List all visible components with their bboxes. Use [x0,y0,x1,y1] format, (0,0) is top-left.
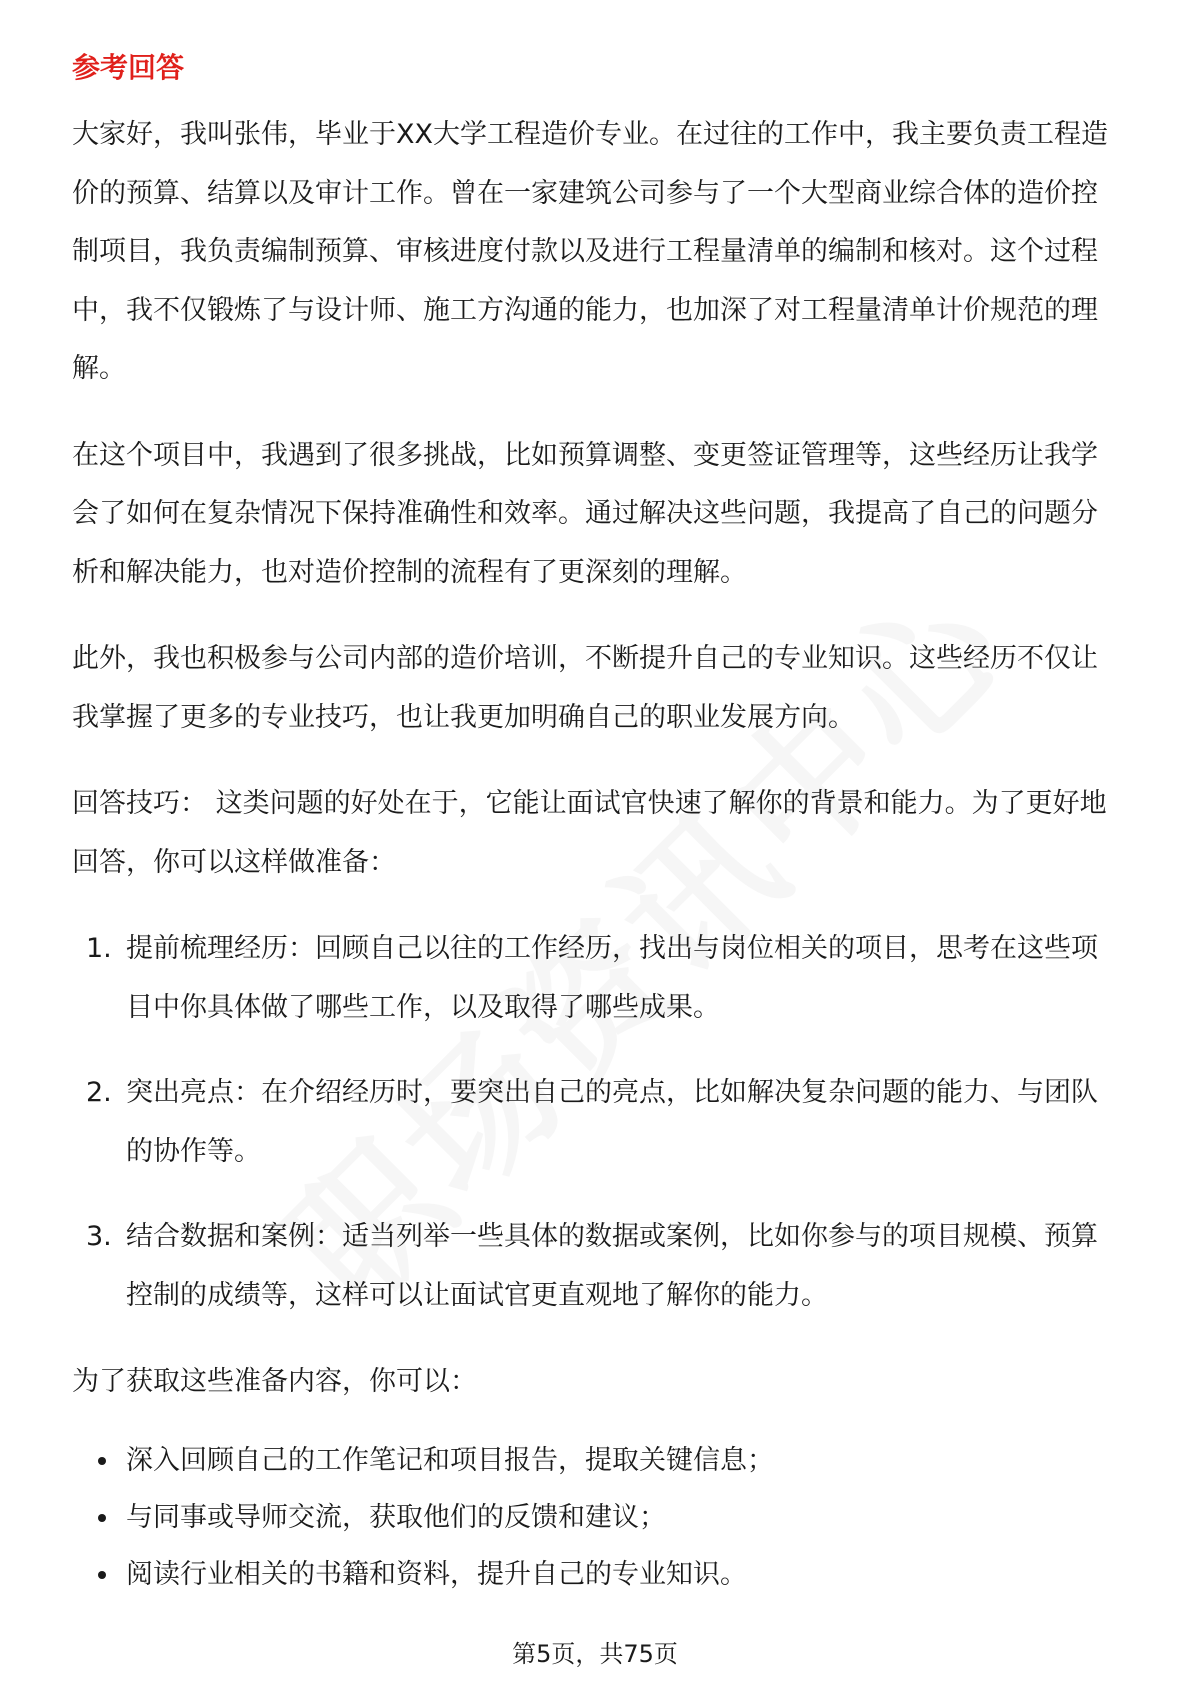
bullet-item-text: 与同事或导师交流，获取他们的反馈和建议； [126,1501,666,1533]
list-item-text: 提前梳理经历：回顾自己以往的工作经历，找出与岗位相关的项目，思考在这些项目中你具体做了哪些工作，以及取得了哪些成果。 [126,933,1098,1023]
paragraph-tips: 回答技巧： 这类问题的好处在于，它能让面试官快速了解你的背景和能力。为了更好地回答，你可以这样做准备： [72,788,1107,878]
paragraph-closing-intro: 为了获取这些准备内容，你可以： [72,1366,477,1397]
list-item-text: 结合数据和案例：适当列举一些具体的数据或案例，比如你参与的项目规模、预算控制的成绩等，这样可以让面试官更直观地了解你的能力。 [126,1221,1098,1311]
list-number: 2. [86,1077,112,1108]
paragraph-training: 此外，我也积极参与公司内部的造价培训，不断提升自己的专业知识。这些经历不仅让我掌握了更多的专业技巧，也让我更加明确自己的职业发展方向。 [72,643,1098,733]
section-heading: 参考回答 [72,51,185,84]
page-number-footer: 第5页，共75页 [512,1640,678,1668]
bullet-item [72,1489,1122,1546]
paragraph-intro: 大家好，我叫张伟，毕业于XX大学工程造价专业。在过往的工作中，我主要负责工程造价的预算、结算以及审计工作。曾在一家建筑公司参与了一个大型商业综合体的造价控制项目，我负责编制预算、审核进度付款以及进行工程量清单的编制和核对。这个过程中，我不仅锻炼了与设计师、施工方沟通的能力，也加深了对工程量清单计价规范的理解。 [72,119,1108,384]
list-item [72,1208,1122,1325]
bullet-item [72,1546,1122,1603]
bullet-list [72,1432,1122,1603]
bullet-item-text: 深入回顾自己的工作笔记和项目报告，提取关键信息； [126,1444,774,1476]
bullet-item-text: 阅读行业相关的书籍和资料，提升自己的专业知识。 [126,1558,747,1590]
bullet-dot-icon [98,1571,106,1579]
list-item [72,920,1122,1037]
list-number: 1. [86,933,112,964]
document-body [72,48,1122,1603]
bullet-dot-icon [98,1457,106,1465]
numbered-list [72,920,1122,1325]
paragraph-challenges: 在这个项目中，我遇到了很多挑战，比如预算调整、变更签证管理等，这些经历让我学会了如何在复杂情况下保持准确性和效率。通过解决这些问题，我提高了自己的问题分析和解决能力，也对造价控制的流程有了更深刻的理解。 [72,439,1098,588]
bullet-item [72,1432,1122,1489]
list-item-text: 突出亮点：在介绍经历时，要突出自己的亮点，比如解决复杂问题的能力、与团队的协作等。 [126,1077,1098,1167]
list-item [72,1064,1122,1181]
list-number: 3. [86,1221,112,1252]
bullet-dot-icon [98,1514,106,1522]
